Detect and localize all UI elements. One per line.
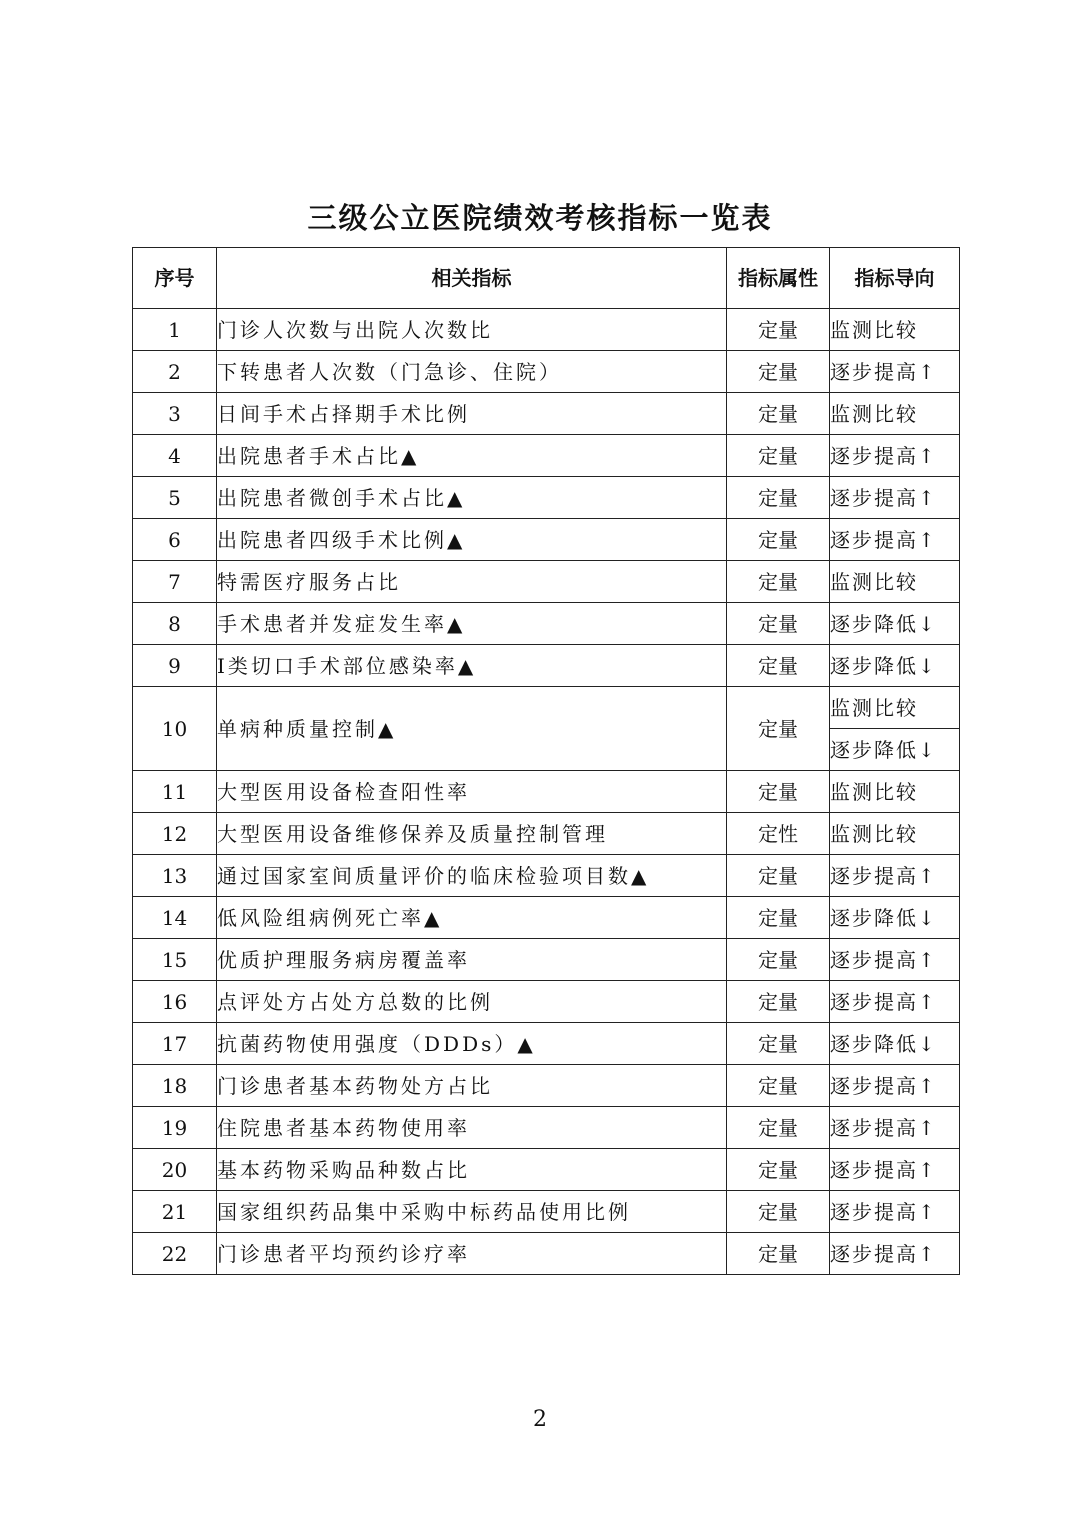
indicator-attribute: 定量	[727, 897, 830, 939]
table-row	[133, 1149, 960, 1191]
row-number: 19	[133, 1107, 217, 1149]
indicator-direction: 监测比较	[830, 393, 960, 435]
indicator-name: 出院患者四级手术比例▲	[217, 519, 727, 561]
indicator-direction: 逐步提高↑	[830, 1065, 960, 1107]
table-row	[133, 645, 960, 687]
indicator-direction: 逐步降低↓	[830, 729, 960, 771]
indicator-direction: 逐步提高↑	[830, 1107, 960, 1149]
table-row	[133, 351, 960, 393]
indicator-direction: 逐步提高↑	[830, 477, 960, 519]
indicator-attribute: 定性	[727, 813, 830, 855]
table-row	[133, 435, 960, 477]
indicator-name: 下转患者人次数（门急诊、住院）	[217, 351, 727, 393]
indicator-attribute: 定量	[727, 435, 830, 477]
column-header-direction: 指标导向	[830, 248, 960, 309]
indicator-attribute: 定量	[727, 939, 830, 981]
indicator-direction: 逐步降低↓	[830, 645, 960, 687]
table-row	[133, 1107, 960, 1149]
row-number: 17	[133, 1023, 217, 1065]
indicator-attribute: 定量	[727, 561, 830, 603]
indicator-name: 低风险组病例死亡率▲	[217, 897, 727, 939]
table-row	[133, 687, 960, 729]
row-number: 10	[133, 687, 217, 771]
indicator-direction: 逐步降低↓	[830, 603, 960, 645]
indicator-direction: 监测比较	[830, 687, 960, 729]
table-row	[133, 603, 960, 645]
row-number: 16	[133, 981, 217, 1023]
indicator-direction: 逐步提高↑	[830, 519, 960, 561]
row-number: 8	[133, 603, 217, 645]
indicator-name: 点评处方占处方总数的比例	[217, 981, 727, 1023]
indicator-name: 通过国家室间质量评价的临床检验项目数▲	[217, 855, 727, 897]
row-number: 15	[133, 939, 217, 981]
indicator-attribute: 定量	[727, 1065, 830, 1107]
indicator-attribute: 定量	[727, 309, 830, 351]
indicator-name: 抗菌药物使用强度（DDDs）▲	[217, 1023, 727, 1065]
table-row	[133, 1065, 960, 1107]
indicator-name: 特需医疗服务占比	[217, 561, 727, 603]
indicator-direction: 逐步提高↑	[830, 351, 960, 393]
table-row	[133, 477, 960, 519]
indicator-direction: 逐步提高↑	[830, 1191, 960, 1233]
indicator-name: 国家组织药品集中采购中标药品使用比例	[217, 1191, 727, 1233]
column-header-no: 序号	[133, 248, 217, 309]
table-row	[133, 771, 960, 813]
indicator-direction: 监测比较	[830, 813, 960, 855]
row-number: 1	[133, 309, 217, 351]
indicator-direction: 监测比较	[830, 771, 960, 813]
indicator-attribute: 定量	[727, 1191, 830, 1233]
indicator-attribute: 定量	[727, 393, 830, 435]
table-row	[133, 981, 960, 1023]
indicator-table	[132, 247, 960, 1275]
indicator-direction: 逐步提高↑	[830, 435, 960, 477]
indicator-name: 手术患者并发症发生率▲	[217, 603, 727, 645]
indicator-attribute: 定量	[727, 645, 830, 687]
row-number: 20	[133, 1149, 217, 1191]
table-row	[133, 561, 960, 603]
indicator-direction: 监测比较	[830, 309, 960, 351]
row-number: 2	[133, 351, 217, 393]
indicator-name: 单病种质量控制▲	[217, 687, 727, 771]
row-number: 4	[133, 435, 217, 477]
indicator-name: 门诊患者平均预约诊疗率	[217, 1233, 727, 1275]
indicator-attribute: 定量	[727, 477, 830, 519]
indicator-direction: 逐步提高↑	[830, 981, 960, 1023]
indicator-name: 大型医用设备检查阳性率	[217, 771, 727, 813]
row-number: 21	[133, 1191, 217, 1233]
table-row	[133, 519, 960, 561]
indicator-name: 门诊患者基本药物处方占比	[217, 1065, 727, 1107]
row-number: 3	[133, 393, 217, 435]
indicator-name: 门诊人次数与出院人次数比	[217, 309, 727, 351]
table-row	[133, 939, 960, 981]
indicator-attribute: 定量	[727, 855, 830, 897]
indicator-attribute: 定量	[727, 981, 830, 1023]
table-row	[133, 1023, 960, 1065]
indicator-attribute: 定量	[727, 1149, 830, 1191]
table-header-row	[133, 248, 960, 309]
indicator-attribute: 定量	[727, 1233, 830, 1275]
row-number: 18	[133, 1065, 217, 1107]
row-number: 9	[133, 645, 217, 687]
table-body	[133, 309, 960, 1275]
table-row	[133, 309, 960, 351]
row-number: 22	[133, 1233, 217, 1275]
indicator-name: 大型医用设备维修保养及质量控制管理	[217, 813, 727, 855]
indicator-direction: 逐步降低↓	[830, 897, 960, 939]
indicator-attribute: 定量	[727, 687, 830, 771]
table-row	[133, 855, 960, 897]
table-row	[133, 897, 960, 939]
indicator-direction: 逐步提高↑	[830, 855, 960, 897]
indicator-name: 日间手术占择期手术比例	[217, 393, 727, 435]
indicator-direction: 逐步提高↑	[830, 1149, 960, 1191]
indicator-name: 优质护理服务病房覆盖率	[217, 939, 727, 981]
indicator-attribute: 定量	[727, 351, 830, 393]
row-number: 7	[133, 561, 217, 603]
column-header-attribute: 指标属性	[727, 248, 830, 309]
page-title: 三级公立医院绩效考核指标一览表	[307, 201, 773, 235]
table-row	[133, 393, 960, 435]
indicator-name: 出院患者手术占比▲	[217, 435, 727, 477]
row-number: 11	[133, 771, 217, 813]
indicator-name: 出院患者微创手术占比▲	[217, 477, 727, 519]
indicator-attribute: 定量	[727, 603, 830, 645]
indicator-name: 基本药物采购品种数占比	[217, 1149, 727, 1191]
indicator-name: 住院患者基本药物使用率	[217, 1107, 727, 1149]
page-number: 2	[533, 1407, 547, 1432]
row-number: 5	[133, 477, 217, 519]
indicator-attribute: 定量	[727, 519, 830, 561]
table-row	[133, 1191, 960, 1233]
row-number: 12	[133, 813, 217, 855]
indicator-direction: 逐步提高↑	[830, 939, 960, 981]
indicator-attribute: 定量	[727, 1107, 830, 1149]
column-header-name: 相关指标	[217, 248, 727, 309]
indicator-direction: 逐步降低↓	[830, 1023, 960, 1065]
indicator-direction: 监测比较	[830, 561, 960, 603]
indicator-attribute: 定量	[727, 771, 830, 813]
row-number: 14	[133, 897, 217, 939]
row-number: 6	[133, 519, 217, 561]
indicator-attribute: 定量	[727, 1023, 830, 1065]
indicator-name: I类切口手术部位感染率▲	[217, 645, 727, 687]
row-number: 13	[133, 855, 217, 897]
table-row	[133, 813, 960, 855]
indicator-direction: 逐步提高↑	[830, 1233, 960, 1275]
table-row	[133, 1233, 960, 1275]
